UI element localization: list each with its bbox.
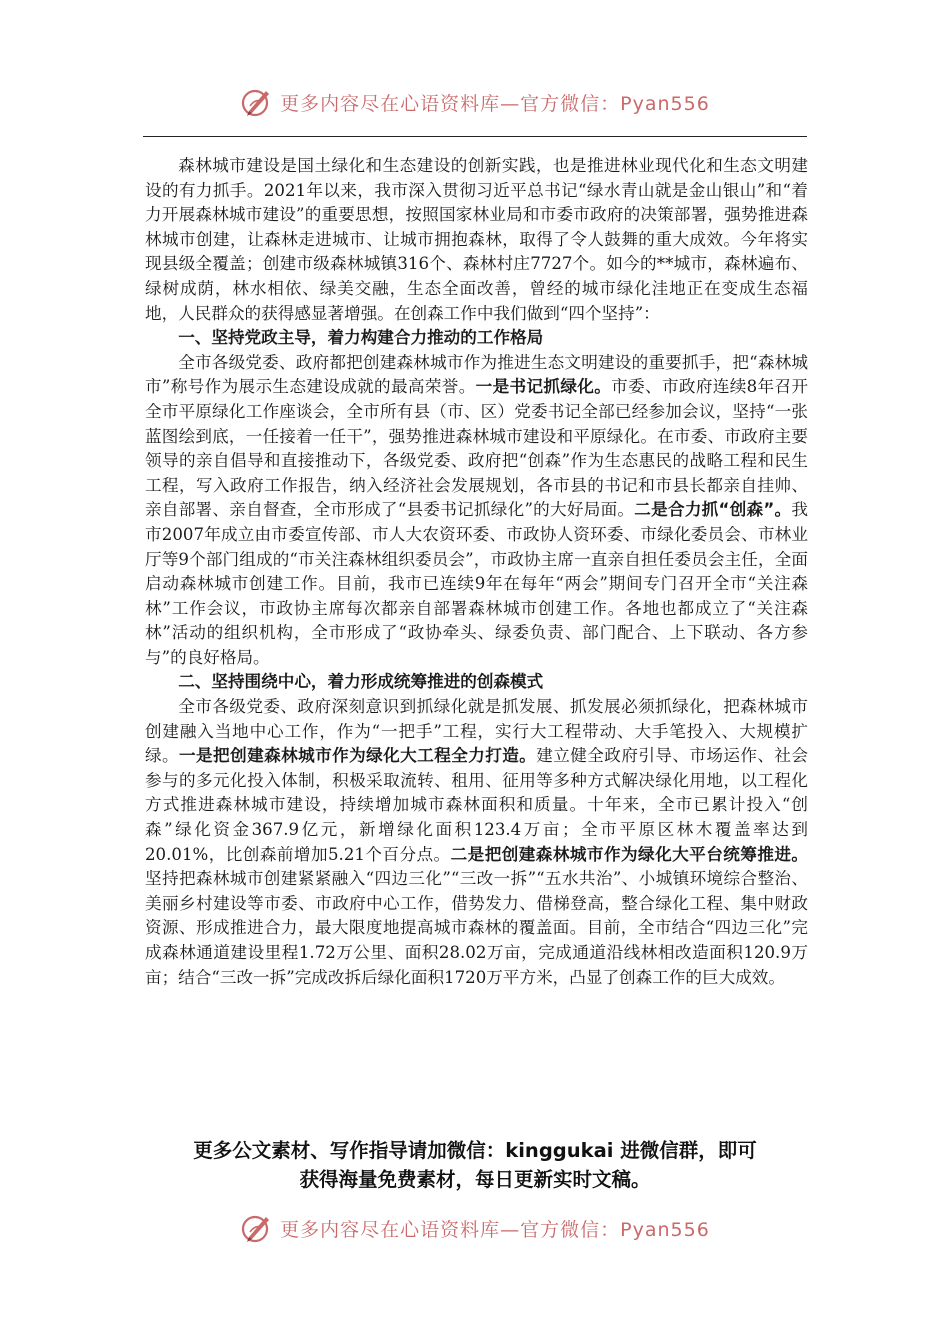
header-watermark-banner (0, 77, 950, 127)
section-2-paragraph (145, 695, 808, 990)
s1-text-2: 市委、市政府连续8年召开全市平原绿化工作座谈会，全市所有县（市、区）党委书记全部已经参加会议，坚持“一张蓝图绘到底，一任接着一任干”，强势推进森林城市建设和平原绿化。在市委、市政府主要领导的亲自倡导和直接推动下，各级党委、政府把“创森”作为生态惠民的战略工程和民生工程，写入政府工作报告，纳入经济社会发展规划，各市县的书记和市县长都亲自挂帅、亲自部署、亲自督查，全市形成了“县委书记抓绿化”的大好局面。 (145, 377, 809, 520)
article-body (145, 154, 808, 990)
promo-notice (140, 1136, 810, 1194)
pen-logo-icon (240, 1211, 274, 1245)
s1-bold-2: 二是合力抓“创森”。 (634, 500, 792, 520)
banner-brand: Pyan556 (620, 1218, 710, 1241)
promo-line-1: 更多公文素材、写作指导请加微信：kinggukai 进微信群，即可 (193, 1139, 757, 1162)
s2-text-3: 坚持把森林城市创建紧紧融入“四边三化”“三改一拆”“五水共治”、小城镇环境综合整治、美丽乡村建设等市委、市政府中心工作，借势发力、借梯登高，整合绿化工程、集中财政资源、形成推进合力，最大限度地提高城市森林的覆盖面。目前，全市结合“四边三化”完成森林通道建设里程1.72万公里、面积28.02万亩，完成通道沿线林相改造面积120.9万亩；结合“三改一拆”完成改拆后绿化面积1720万平方米，凸显了创森工作的巨大成效。 (145, 869, 808, 987)
banner-brand: Pyan556 (620, 92, 710, 115)
promo-line-2: 获得海量免费素材，每日更新实时文稿。 (299, 1168, 651, 1191)
section-2-heading: 二、坚持围绕中心，着力形成统筹推进的创森模式 (178, 672, 544, 692)
section-1-paragraph (145, 351, 808, 671)
s1-text-1: 全市各级党委、政府都把创建森林城市作为推进生态文明建设的重要抓手，把“森林城市”称号作为展示生态建设成就的最高荣誉。 (145, 352, 808, 397)
s2-text-1: 全市各级党委、政府深刻意识到抓绿化就是抓发展、抓发展必须抓绿化，把森林城市创建融入当地中心工作，作为“一把手”工程，实行大工程带动、大手笔投入、大规模扩绿。 (145, 697, 808, 766)
s2-bold-1: 一是把创建森林城市作为绿化大工程全力打造。 (179, 746, 537, 766)
banner-text: 更多内容尽在心语资料库—官方微信： (280, 92, 621, 115)
s1-bold-1: 一是书记抓绿化。 (475, 377, 612, 397)
section-1-heading: 一、坚持党政主导，着力构建合力推动的工作格局 (178, 328, 544, 348)
s1-text-3: 我市2007年成立由市委宣传部、市人大农资环委、市政协人资环委、市绿化委员会、市林业厅等9个部门组成的“市关注森林组织委员会”，市政协主席一直亲自担任委员会主任，全面启动森林城市创建工作。目前，我市已连续9年在每年“两会”期间专门召开全市“关注森林”工作会议，市政协主席每次都亲自部署森林城市创建工作。各地也都成立了“关注森林”活动的组织机构，全市形成了“政协牵头、绿委负责、部门配合、上下联动、各方参与”的良好格局。 (145, 500, 808, 667)
footer-watermark-banner (0, 1203, 950, 1253)
pen-logo-icon (240, 85, 274, 119)
s2-text-2: 建立健全政府引导、市场运作、社会参与的多元化投入体制，积极采取流转、租用、征用等多种方式解决绿化用地，以工程化方式推进森林城市建设，持续增加城市森林面积和质量。十年来，全市已累计投入“创森”绿化资金367.9亿元，新增绿化面积123.4万亩；全市平原区林木覆盖率达到20.01%，比创森前增加5.21个百分点。 (145, 746, 809, 864)
s2-bold-2: 二是把创建森林城市作为绿化大平台统筹推进。 (450, 844, 809, 864)
banner-text: 更多内容尽在心语资料库—官方微信： (280, 1218, 621, 1241)
intro-paragraph: 森林城市建设是国土绿化和生态建设的创新实践，也是推进林业现代化和生态文明建设的有力抓手。2021年以来，我市深入贯彻习近平总书记“绿水青山就是金山银山”和“着力开展森林城市建设”的重要思想，按照国家林业局和市委市政府的决策部署，强势推进森林城市创建，让森林走进城市、让城市拥抱森林，取得了令人鼓舞的重大成效。今年将实现县级全覆盖；创建市级森林城镇316个、森林村庄7727个。如今的**城市，森林遍布、绿树成荫，林水相依、绿美交融，生态全面改善，曾经的城市绿化洼地正在变成生态福地，人民群众的获得感显著增强。在创森工作中我们做到“四个坚持”： (145, 156, 808, 323)
header-divider (143, 136, 807, 137)
